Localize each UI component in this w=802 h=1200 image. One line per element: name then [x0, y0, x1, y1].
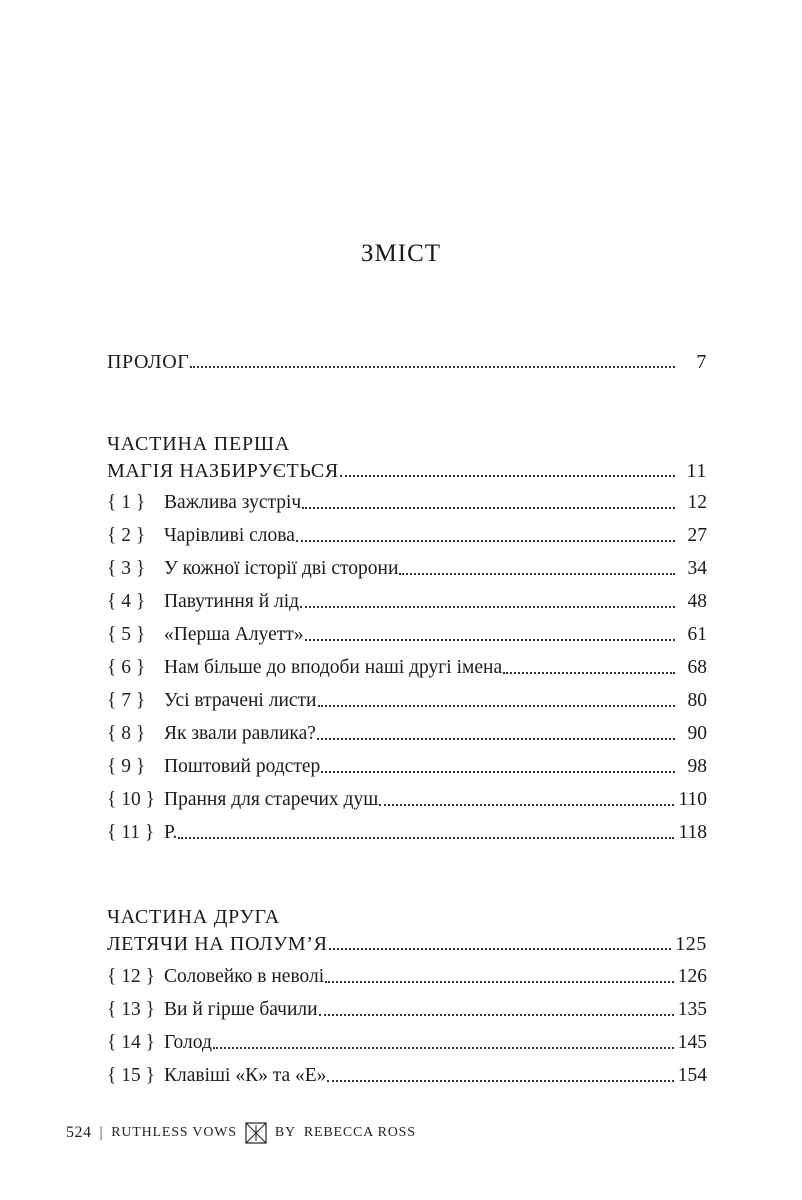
chapter-title: Павутиння й лід: [164, 591, 300, 612]
toc-row: [107, 524, 707, 548]
page-number: 524: [66, 1124, 92, 1141]
chapter-title: Поштовий родстер: [164, 756, 321, 777]
leader-dots: [319, 1014, 674, 1016]
leader-dots: [321, 771, 675, 773]
toc-label: ПРОЛОГ: [107, 351, 190, 373]
chapter-number: { 11 }: [107, 822, 155, 843]
ornament-icon: [245, 1122, 267, 1144]
leader-dots: [305, 639, 675, 641]
toc-page: 11: [686, 460, 707, 482]
part1-heading: ЧАСТИНА ПЕРША: [107, 433, 291, 455]
chapter-page: 126: [677, 966, 707, 987]
toc-page: 7: [696, 351, 707, 373]
book-title: RUTHLESS VOWS: [111, 1125, 237, 1140]
toc-row: [107, 656, 707, 680]
toc-row: [107, 623, 707, 647]
leader-dots: [318, 705, 676, 707]
chapter-title: Прання для старечих душ: [164, 789, 379, 810]
leader-dots: [178, 837, 674, 839]
toc-row: [107, 821, 707, 845]
page-title: ЗМІСТ: [360, 240, 442, 267]
chapter-title: Р.: [164, 822, 178, 843]
chapter-number: { 9 }: [107, 756, 146, 777]
leader-dots: [300, 606, 675, 608]
chapter-title: Клавіші «К» та «Е»: [164, 1065, 327, 1086]
chapter-page: 80: [687, 690, 707, 711]
toc-row: [107, 1031, 707, 1055]
chapter-title: Усі втрачені листи: [164, 690, 317, 711]
chapter-title: У кожної історії дві сторони: [164, 558, 399, 579]
chapter-title: Чарівливі слова: [164, 525, 295, 546]
chapter-title: Ви й гірше бачили: [164, 999, 318, 1020]
toc-row-prologue: [107, 350, 707, 374]
byline-by: BY: [274, 1125, 296, 1140]
chapter-number: { 7 }: [107, 690, 146, 711]
chapter-number: { 10 }: [107, 789, 155, 810]
chapter-page: 145: [677, 1032, 707, 1053]
toc-row: [107, 1064, 707, 1088]
toc-page: 125: [675, 933, 707, 955]
chapter-number: { 1 }: [107, 492, 146, 513]
chapter-page: 90: [687, 723, 707, 744]
chapter-title: Як звали равлика?: [164, 723, 316, 744]
chapter-page: 135: [677, 999, 707, 1020]
toc-row: [107, 689, 707, 713]
chapter-number: { 6 }: [107, 657, 146, 678]
chapter-number: { 14 }: [107, 1032, 155, 1053]
leader-dots: [302, 507, 675, 509]
chapter-page: 12: [687, 492, 707, 513]
leader-dots: [340, 475, 675, 477]
toc-row: [107, 557, 707, 581]
chapter-page: 48: [687, 591, 707, 612]
toc-row: [107, 722, 707, 746]
chapter-page: 61: [687, 624, 707, 645]
chapter-page: 27: [687, 525, 707, 546]
chapter-page: 68: [687, 657, 707, 678]
toc-row: [107, 965, 707, 989]
leader-dots: [213, 1047, 674, 1049]
chapter-page: 154: [677, 1065, 707, 1086]
leader-dots: [379, 804, 674, 806]
toc-row-part1: [107, 459, 707, 483]
chapter-number: { 5 }: [107, 624, 146, 645]
toc-row: [107, 788, 707, 812]
leader-dots: [327, 1080, 673, 1082]
chapter-title: Важлива зустріч: [164, 492, 302, 513]
leader-dots: [399, 573, 675, 575]
leader-dots: [317, 738, 675, 740]
chapter-number: { 15 }: [107, 1065, 155, 1086]
chapter-page: 118: [678, 822, 707, 843]
toc-row: [107, 755, 707, 779]
chapter-title: Голод: [164, 1032, 212, 1053]
toc-row: [107, 491, 707, 515]
toc-row-part2: [107, 932, 707, 956]
toc-label: ЛЕТЯЧИ НА ПОЛУМ’Я: [107, 933, 328, 955]
chapter-page: 98: [687, 756, 707, 777]
leader-dots: [325, 981, 674, 983]
chapter-page: 110: [678, 789, 707, 810]
chapter-title: Нам більше до вподоби наші другі імена: [164, 657, 503, 678]
chapter-number: { 4 }: [107, 591, 146, 612]
chapter-number: { 12 }: [107, 966, 155, 987]
part2-heading: ЧАСТИНА ДРУГА: [107, 906, 280, 928]
toc-row: [107, 590, 707, 614]
leader-dots: [296, 540, 675, 542]
chapter-number: { 2 }: [107, 525, 146, 546]
chapter-number: { 8 }: [107, 723, 146, 744]
chapter-number: { 13 }: [107, 999, 155, 1020]
chapter-title: Соловейко в неволі: [164, 966, 325, 987]
chapter-title: «Перша Алуетт»: [164, 624, 304, 645]
footer-separator: |: [99, 1124, 104, 1141]
leader-dots: [329, 948, 672, 950]
leader-dots: [190, 366, 675, 368]
author-name: REBECCA ROSS: [303, 1125, 416, 1140]
running-footer: [66, 1122, 416, 1144]
toc-label: МАГІЯ НАЗБИРУЄТЬСЯ: [107, 460, 339, 482]
leader-dots: [503, 672, 675, 674]
chapter-page: 34: [687, 558, 707, 579]
chapter-number: { 3 }: [107, 558, 146, 579]
toc-row: [107, 998, 707, 1022]
